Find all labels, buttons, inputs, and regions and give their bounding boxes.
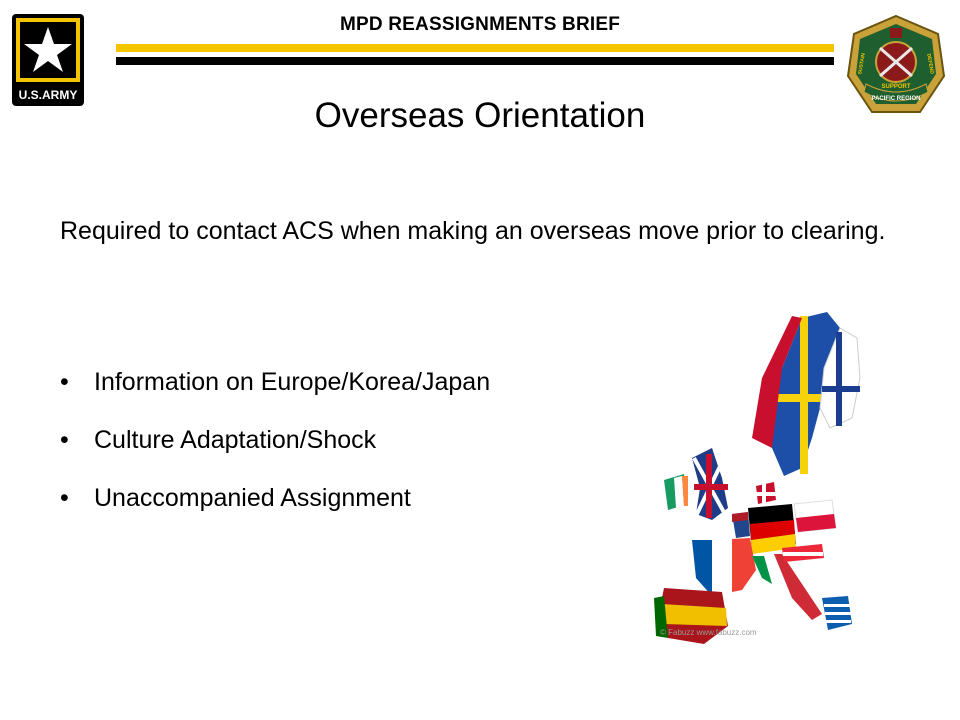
europe-flag-map [652,308,864,648]
map-credit: © Fabuzz www.fabuzz.com [660,628,757,637]
bullet-dot: • [60,368,69,396]
bullet-list [60,368,490,542]
bullet-text: Unaccompanied Assignment [94,484,411,512]
list-item [60,426,490,484]
army-logo-text: U.S.ARMY [18,88,78,102]
crest-text-bottom: PACIFIC REGION [871,96,921,102]
header-black-bar [116,57,834,65]
crest-text-top: SUPPORT [881,84,911,90]
bullet-text: Information on Europe/Korea/Japan [94,368,491,396]
bullet-dot: • [60,484,69,512]
bullet-text: Culture Adaptation/Shock [94,426,377,454]
intro-text: Required to contact ACS when making an overseas move prior to clearing. [60,217,886,245]
crest-text-left: SUSTAIN [857,52,867,75]
crest-text-right: DEFEND [925,53,935,75]
list-item [60,368,490,426]
bullet-dot: • [60,426,69,454]
header-title: MPD REASSIGNMENTS BRIEF [339,14,621,35]
header-gold-bar [116,44,834,52]
slide-title: Overseas Orientation [314,96,646,135]
list-item [60,484,490,542]
